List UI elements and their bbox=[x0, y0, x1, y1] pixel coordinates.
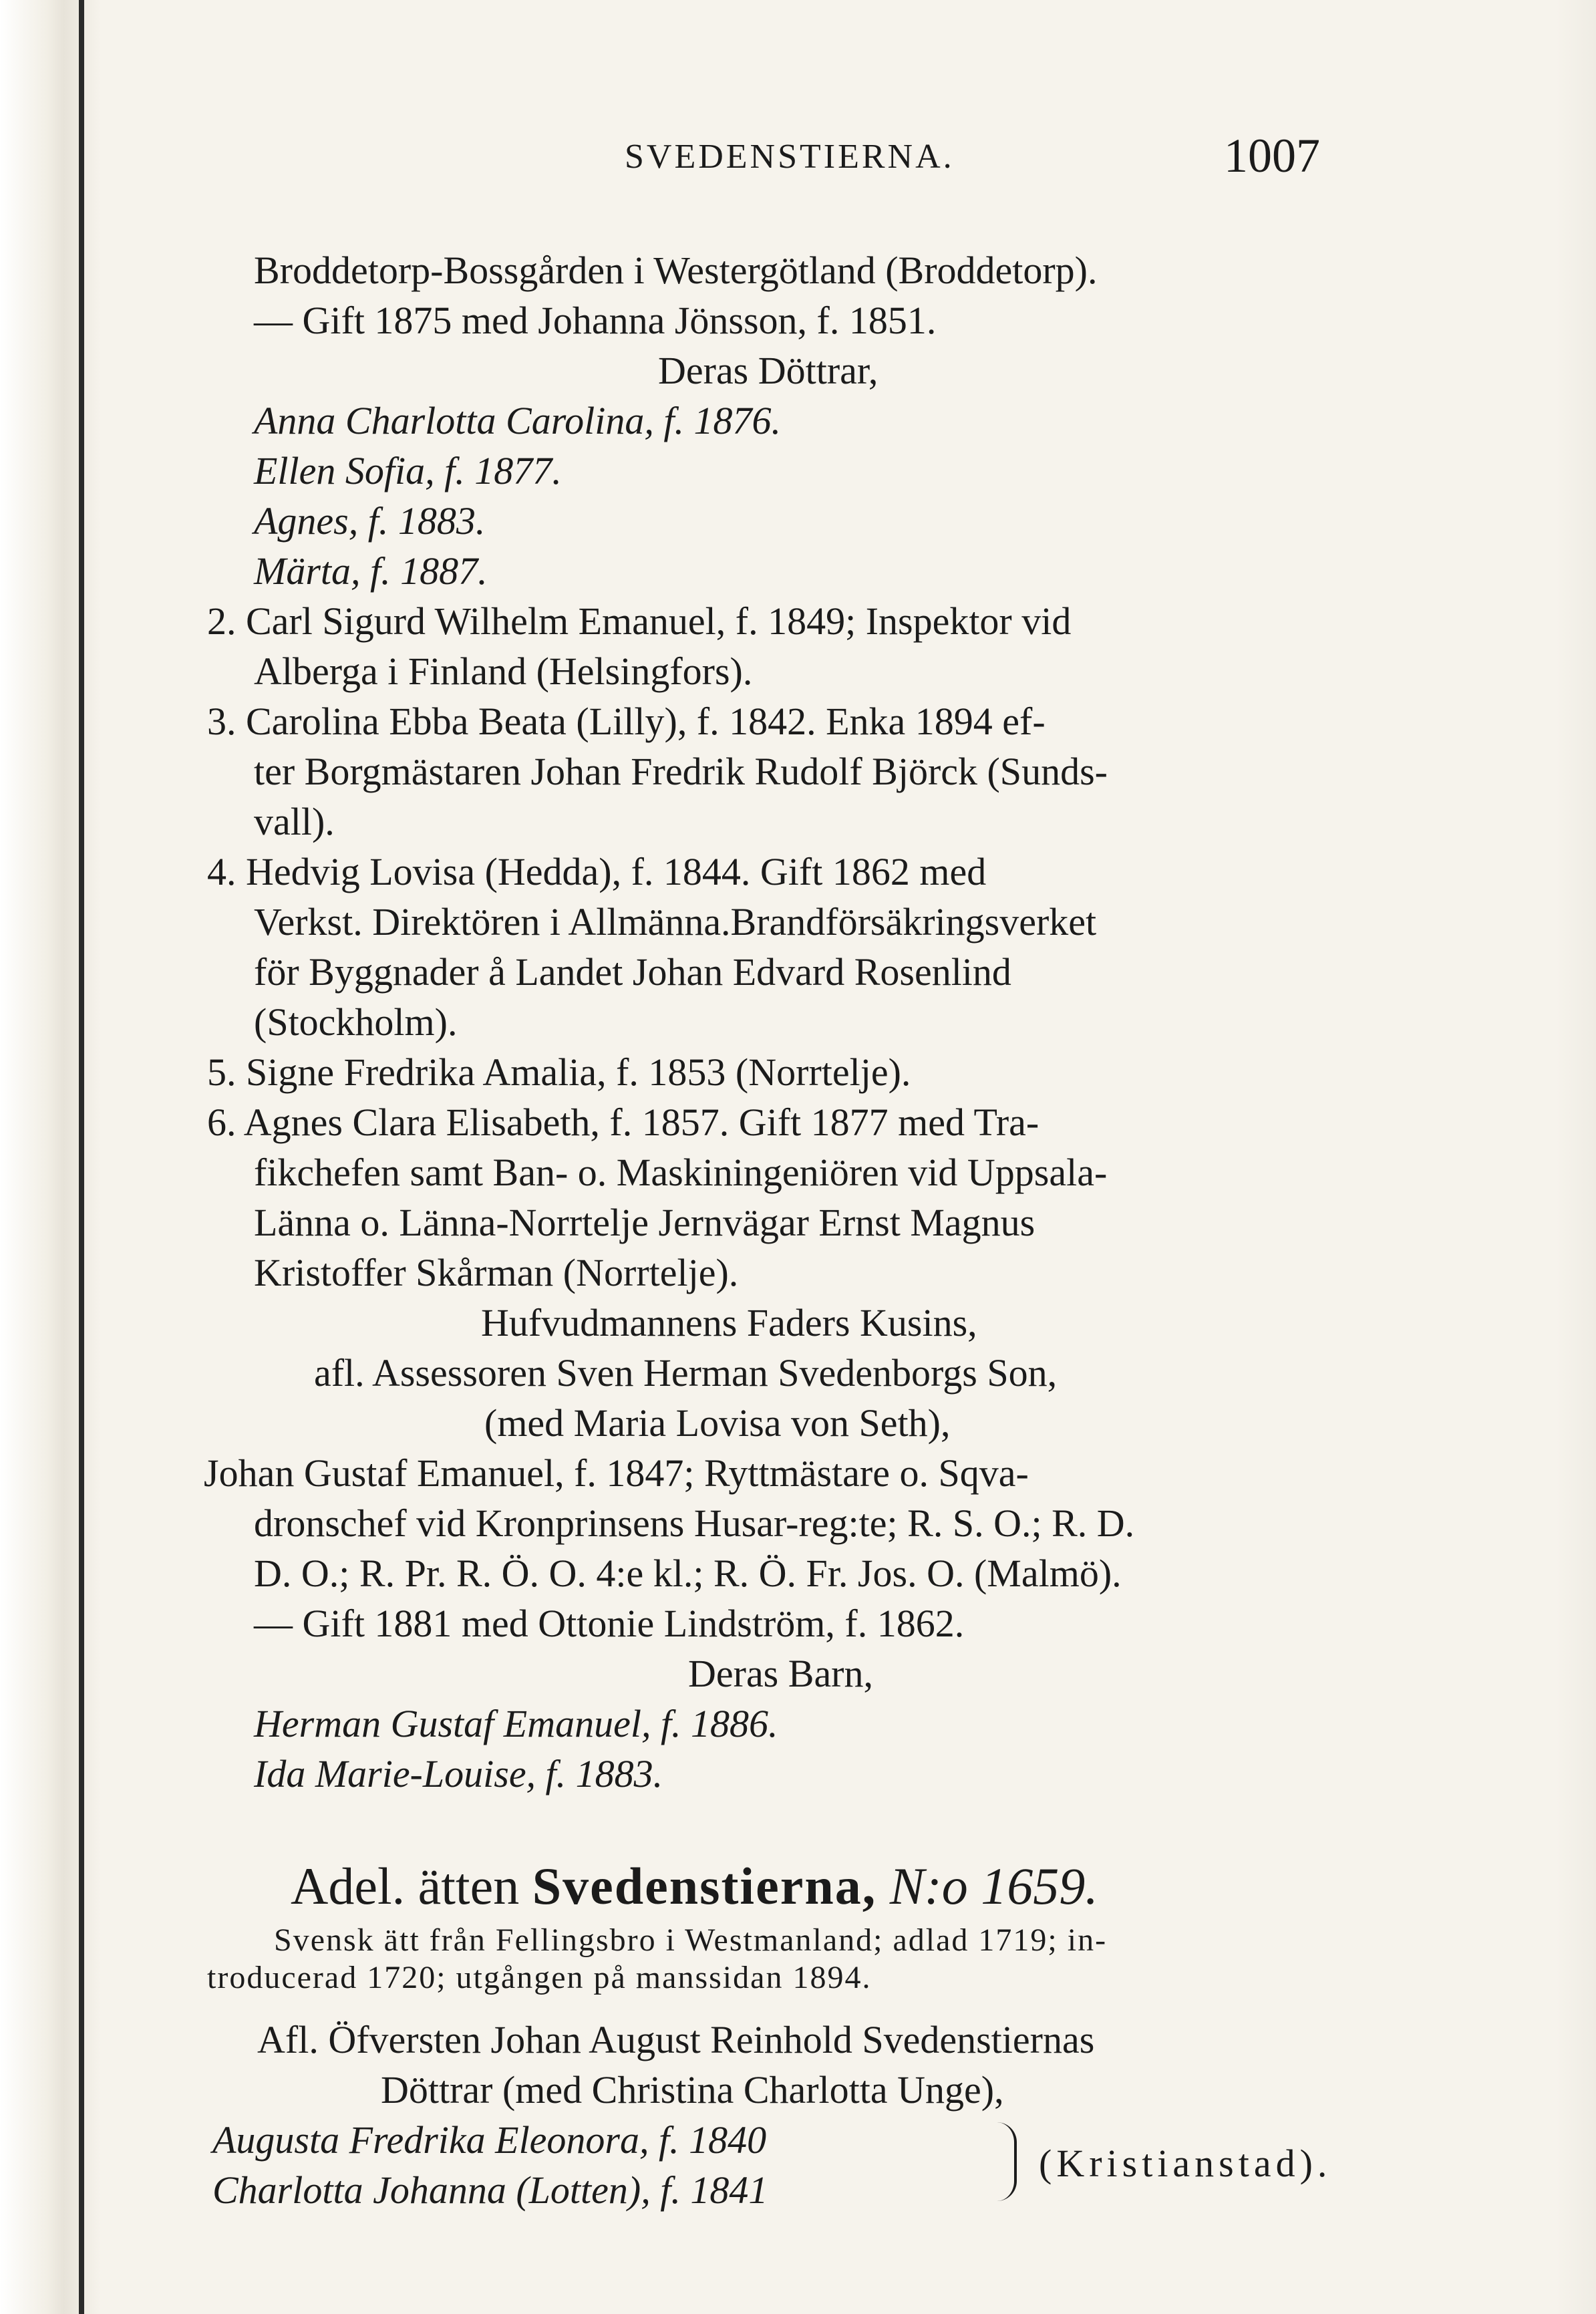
section-heading-prefix: Adel. ätten bbox=[291, 1857, 520, 1915]
section-heading bbox=[291, 1858, 1098, 1915]
page-number: 1007 bbox=[1224, 129, 1320, 182]
text-line: Kristoffer Skårman (Norrtelje). bbox=[254, 1251, 739, 1294]
section-text-line: Augusta Fredrika Eleonora, f. 1840 bbox=[212, 2118, 767, 2162]
section-text-line: Svensk ätt från Fellingsbro i Westmanland; adlad 1719; in- bbox=[274, 1922, 1108, 1958]
text-line: 4. Hedvig Lovisa (Hedda), f. 1844. Gift 1862 med bbox=[207, 850, 987, 893]
text-line: Länna o. Länna-Norrtelje Jernvägar Ernst Magnus bbox=[254, 1201, 1035, 1244]
section-text-line: Charlotta Johanna (Lotten), f. 1841 bbox=[212, 2168, 768, 2212]
text-line: Ellen Sofia, f. 1877. bbox=[254, 449, 562, 492]
text-line: — Gift 1881 med Ottonie Lindström, f. 1862. bbox=[254, 1602, 965, 1645]
text-line: (med Maria Lovisa von Seth), bbox=[484, 1401, 951, 1445]
text-line: Herman Gustaf Emanuel, f. 1886. bbox=[254, 1702, 778, 1745]
text-line: 6. Agnes Clara Elisabeth, f. 1857. Gift 1877 med Tra- bbox=[207, 1101, 1040, 1144]
text-line: (Stockholm). bbox=[254, 1000, 458, 1044]
section-heading-number: N:o 1659. bbox=[889, 1857, 1098, 1915]
section-text-line: troducerad 1720; utgången på manssidan 1894. bbox=[207, 1960, 872, 1995]
text-line: D. O.; R. Pr. R. Ö. O. 4:e kl.; R. Ö. Fr. Jos. O. (Malmö). bbox=[254, 1552, 1122, 1595]
text-line: Anna Charlotta Carolina, f. 1876. bbox=[254, 399, 781, 442]
text-line: dronschef vid Kronprinsens Husar-reg:te; R. S. O.; R. D. bbox=[254, 1501, 1135, 1545]
section-text-line: Döttrar (med Christina Charlotta Unge), bbox=[381, 2068, 1004, 2112]
curly-brace bbox=[995, 2122, 1017, 2201]
section-heading-name: Svedenstierna, bbox=[532, 1857, 877, 1915]
text-line: för Byggnader å Landet Johan Edvard Rosenlind bbox=[254, 950, 1011, 994]
text-line: Johan Gustaf Emanuel, f. 1847; Ryttmästare o. Sqva- bbox=[204, 1451, 1029, 1495]
section-text-line: (Kristianstad). bbox=[1039, 2142, 1332, 2185]
text-line: Deras Döttrar, bbox=[658, 349, 879, 392]
text-line: Broddetorp-Bossgården i Westergötland (Broddetorp). bbox=[254, 249, 1098, 292]
text-line: 5. Signe Fredrika Amalia, f. 1853 (Norrtelje). bbox=[207, 1050, 911, 1094]
text-line: Märta, f. 1887. bbox=[254, 549, 488, 593]
text-line: Verkst. Direktören i Allmänna.Brandförsäkringsverket bbox=[254, 900, 1097, 944]
running-header-title: SVEDENSTIERNA. bbox=[625, 138, 955, 176]
text-line: Agnes, f. 1883. bbox=[254, 499, 486, 543]
text-line: vall). bbox=[254, 800, 335, 843]
text-line: Ida Marie-Louise, f. 1883. bbox=[254, 1752, 663, 1795]
text-line: afl. Assessoren Sven Herman Svedenborgs Son, bbox=[314, 1351, 1058, 1395]
text-line: 3. Carolina Ebba Beata (Lilly), f. 1842. Enka 1894 ef- bbox=[207, 700, 1046, 743]
text-line: — Gift 1875 med Johanna Jönsson, f. 1851. bbox=[254, 299, 937, 342]
text-line: fikchefen samt Ban- o. Maskiningeniören vid Uppsala- bbox=[254, 1151, 1108, 1194]
section-text-line: Afl. Öfversten Johan August Reinhold Svedenstiernas bbox=[257, 2018, 1095, 2061]
text-line: Hufvudmannens Faders Kusins, bbox=[481, 1301, 977, 1344]
text-line: Deras Barn, bbox=[688, 1652, 874, 1695]
text-line: Alberga i Finland (Helsingfors). bbox=[254, 649, 753, 693]
text-line: 2. Carl Sigurd Wilhelm Emanuel, f. 1849; Inspektor vid bbox=[207, 599, 1072, 643]
text-line: ter Borgmästaren Johan Fredrik Rudolf Björck (Sunds- bbox=[254, 750, 1108, 793]
